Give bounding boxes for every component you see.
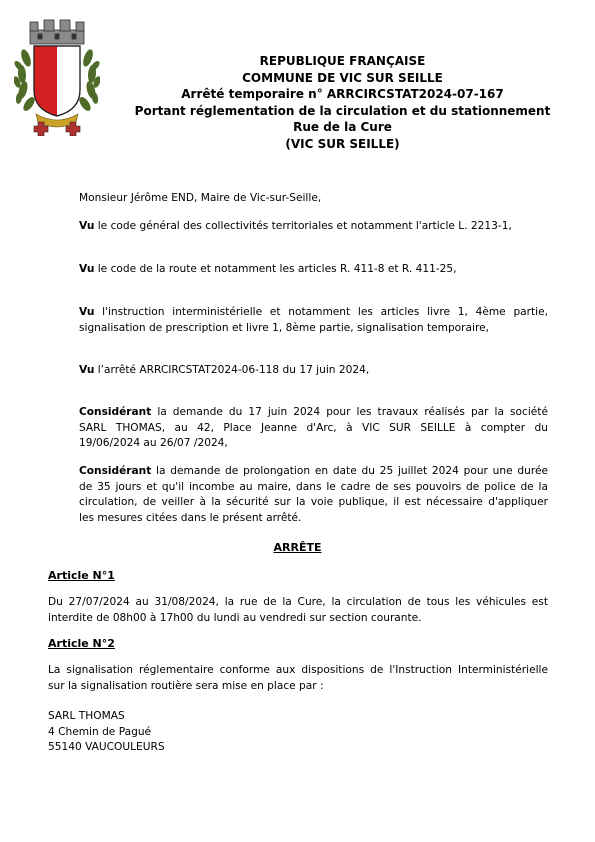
company-name: SARL THOMAS: [48, 710, 125, 722]
considerant-line: circulation, de veiller à la sécurité sur la voie publique, il est nécessaire d'appliquer: [79, 496, 548, 508]
company-city: 55140 VAUCOULEURS: [48, 741, 165, 753]
considerant-keyword: Considérant: [79, 406, 152, 418]
header-republic: REPUBLIQUE FRANÇAISE: [259, 54, 426, 68]
considerant-line: [79, 405, 548, 421]
article-2-title: Article N°2: [48, 637, 115, 650]
article-2-body: [48, 663, 548, 694]
article-line: interdite de 08h00 à 17h00 du lundi au vendredi sur section courante.: [48, 611, 422, 624]
header-street: Rue de la Cure: [293, 120, 392, 134]
shield: [34, 46, 80, 116]
considerant-line: 19/06/2024 au 26/07 /2024,: [79, 437, 228, 449]
considerant-line: [79, 464, 548, 480]
vu-keyword: Vu: [79, 306, 95, 318]
article-line: sur la signalisation routière sera mise en place par :: [48, 679, 324, 692]
article-line: La signalisation réglementaire conforme aux dispositions de l'Instruction Interministérielle: [48, 664, 548, 676]
vu-text: l'instruction interministérielle et notamment les articles livre 1, 4ème partie,: [94, 306, 548, 318]
considerant-keyword: Considérant: [79, 465, 152, 477]
article-line: Du 27/07/2024 au 31/08/2024, la rue de la Cure, la circulation de tous les véhicules est: [48, 596, 548, 608]
vu-text: le code général des collectivités territoriales et notamment l'article L. 2213-1,: [94, 220, 512, 232]
considerant-line: les mesures citées dans le présent arrêté.: [79, 511, 302, 524]
mayor-intro: Monsieur Jérôme END, Maire de Vic-sur-Seille,: [79, 192, 322, 204]
arrete-heading: [0, 541, 595, 554]
mural-crown: [30, 20, 84, 44]
article-1-body: [48, 595, 548, 626]
vu-keyword: Vu: [79, 364, 95, 376]
vu-line: signalisation de prescription et livre 1, 8ème partie, signalisation temporaire,: [79, 321, 489, 334]
company-address: [48, 709, 165, 756]
vu-line: [79, 305, 548, 321]
vu-text: l’arrêté ARRCIRCSTAT2024-06-118 du 17 juin 2024,: [94, 364, 370, 376]
considerant-text: la demande du 17 juin 2024 pour les travaux réalisés par la société: [151, 406, 548, 418]
considerant-paragraph-1: [79, 405, 548, 452]
arrete-heading-text: ARRÊTE: [273, 541, 322, 554]
company-street: 4 Chemin de Pagué: [48, 725, 152, 738]
vu-paragraph-1: [79, 219, 512, 235]
vu-paragraph-3: [79, 305, 548, 336]
vu-paragraph-2: [79, 262, 457, 278]
considerant-line: SARL THOMAS, au 42, Place Jeanne d'Arc, à VIC SUR SEILLE à compter du: [79, 421, 548, 434]
vu-paragraph-4: [79, 363, 369, 379]
vu-text: le code de la route et notamment les articles R. 411-8 et R. 411-25,: [94, 263, 457, 275]
header-subject: Portant réglementation de la circulation et du stationnement: [134, 103, 551, 118]
document-header: [125, 53, 560, 152]
coat-of-arms-logo: [14, 18, 100, 136]
header-commune: COMMUNE DE VIC SUR SEILLE: [242, 70, 443, 85]
header-decree-number: Arrêté temporaire n° ARRCIRCSTAT2024-07-167: [181, 87, 504, 101]
considerant-text: la demande de prolongation en date du 25 juillet 2024 pour une durée: [151, 465, 548, 477]
considerant-paragraph-2: [79, 464, 548, 526]
vu-keyword: Vu: [79, 263, 95, 275]
article-1-title: Article N°1: [48, 569, 115, 582]
considerant-line: de 35 jours et qu'il incombe au maire, dans le cadre de ses pouvoirs de police de la: [79, 480, 548, 493]
header-town: (VIC SUR SEILLE): [285, 136, 400, 151]
vu-keyword: Vu: [79, 220, 95, 232]
